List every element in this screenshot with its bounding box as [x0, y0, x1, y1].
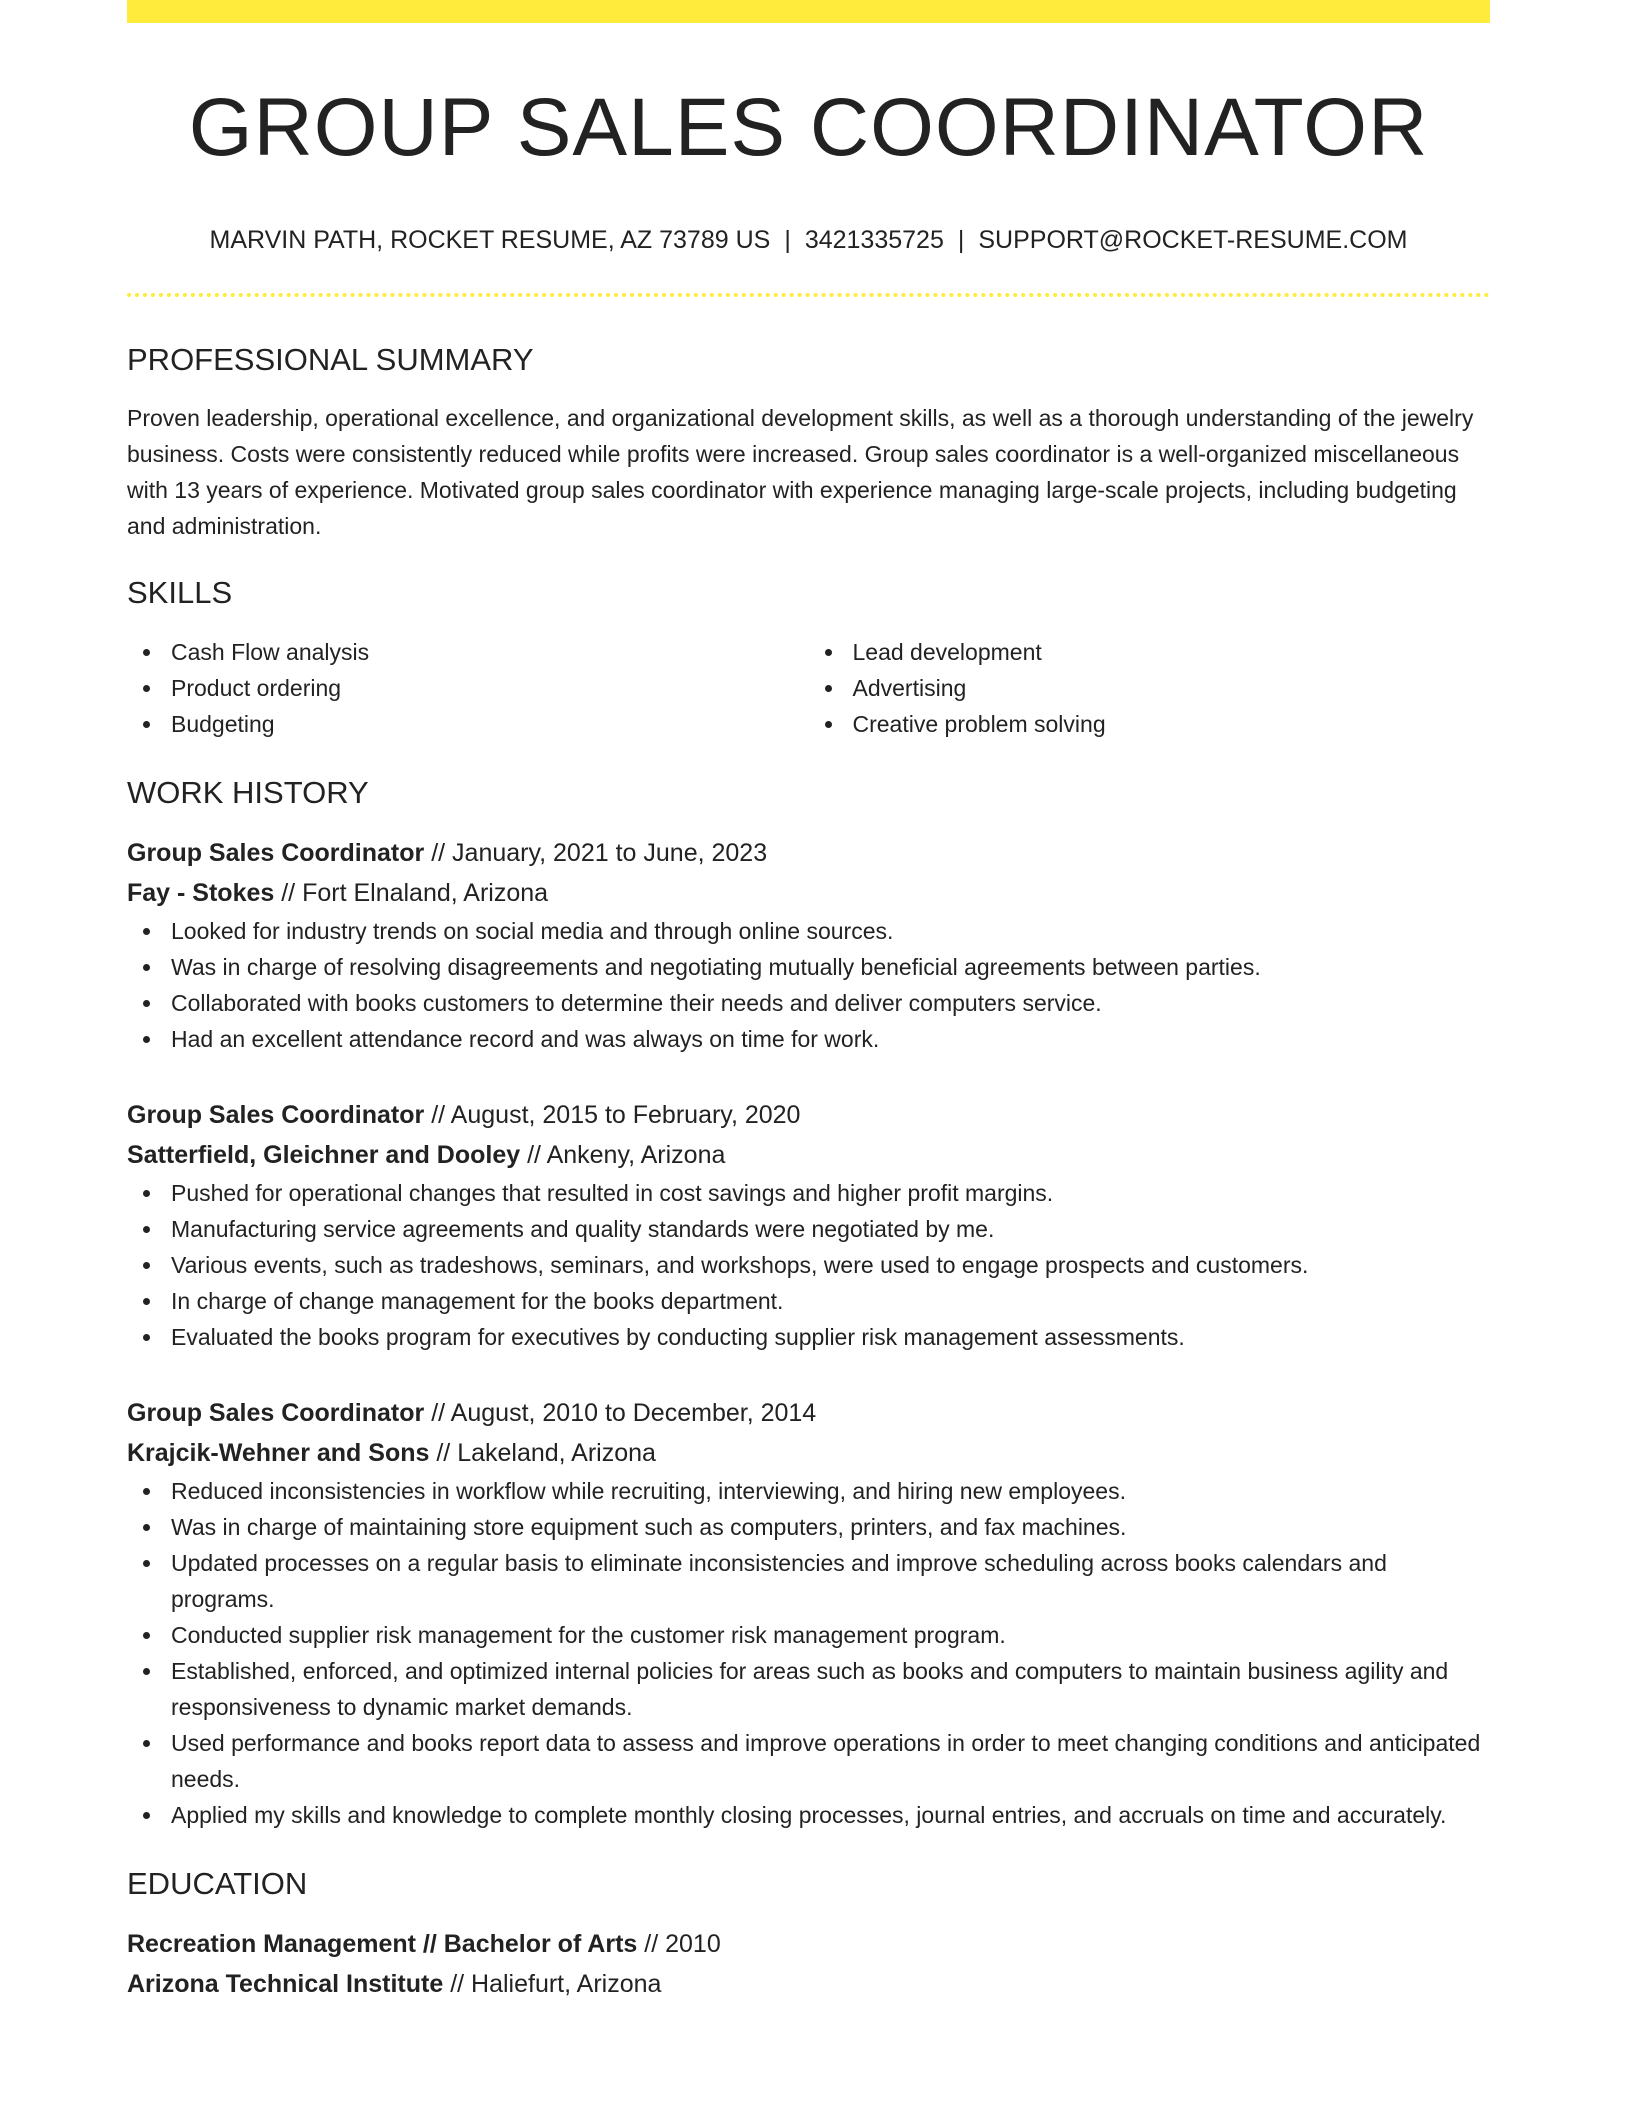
job-location: // Lakeland, Arizona [436, 1438, 656, 1467]
skills-list-right [809, 634, 1491, 742]
contact-email: SUPPORT@ROCKET-RESUME.COM [978, 226, 1408, 255]
job-location: // Fort Elnaland, Arizona [281, 878, 549, 907]
education-school: Arizona Technical Institute [127, 1969, 444, 1998]
job-duty: Used performance and books report data to assess and improve operations in order to meet changing conditions and anticipated needs. [127, 1725, 1490, 1797]
job-dates: // January, 2021 to June, 2023 [431, 838, 768, 867]
education-degree-line [127, 1924, 1490, 1964]
job-role-line [127, 1393, 1490, 1433]
education-year: // 2010 [644, 1929, 721, 1958]
job-role-line [127, 1095, 1490, 1135]
skill-item: Cash Flow analysis [127, 634, 809, 670]
job-duty: Was in charge of maintaining store equipment such as computers, printers, and fax machines. [127, 1509, 1490, 1545]
section-title-skills: SKILLS [127, 575, 233, 611]
education-location: // Haliefurt, Arizona [450, 1969, 662, 1998]
education-entry [127, 1924, 1490, 2004]
job-company-line [127, 873, 1490, 913]
job-company-line [127, 1135, 1490, 1175]
skill-item: Budgeting [127, 706, 809, 742]
job-duty: Collaborated with books customers to determine their needs and deliver computers service. [127, 985, 1490, 1021]
dotted-divider [127, 293, 1490, 297]
job-entry [127, 833, 1490, 1057]
job-duties-list [127, 913, 1490, 1057]
job-role: Group Sales Coordinator [127, 1100, 425, 1129]
section-title-summary: PROFESSIONAL SUMMARY [127, 342, 534, 378]
accent-top-bar [127, 0, 1490, 23]
contact-line [127, 225, 1490, 255]
contact-address: MARVIN PATH, ROCKET RESUME, AZ 73789 US [209, 226, 771, 255]
contact-separator: | [784, 226, 791, 255]
job-duty: Various events, such as tradeshows, seminars, and workshops, were used to engage prospects and customers. [127, 1247, 1490, 1283]
job-company: Fay - Stokes [127, 878, 275, 907]
job-entry [127, 1393, 1490, 1833]
resume-title: GROUP SALES COORDINATOR [188, 82, 1429, 173]
summary-text: Proven leadership, operational excellence, and organizational development skills, as well as a thorough understanding of the jewelry business. Costs were consistently reduced while profits were increased. Group sales coordinator is a well-organized miscellaneous with 13 years of experience. Motivated group sales coordinator with experience managing large-scale projects, including budgeting and administration. [127, 405, 1474, 540]
job-role: Group Sales Coordinator [127, 1398, 425, 1427]
resume-content [127, 0, 1490, 2004]
job-duty: Conducted supplier risk management for the customer risk management program. [127, 1617, 1490, 1653]
contact-phone: 3421335725 [804, 226, 944, 255]
skills-list-left [127, 634, 809, 742]
section-title-work-history: WORK HISTORY [127, 774, 369, 810]
job-location: // Ankeny, Arizona [527, 1140, 726, 1169]
job-duty: Manufacturing service agreements and quality standards were negotiated by me. [127, 1211, 1490, 1247]
job-duty: Applied my skills and knowledge to complete monthly closing processes, journal entries, and accruals on time and accurately. [127, 1797, 1490, 1833]
job-entry [127, 1095, 1490, 1355]
education-school-line [127, 1964, 1490, 2004]
job-duty: Updated processes on a regular basis to eliminate inconsistencies and improve scheduling across books calendars and programs. [127, 1545, 1490, 1617]
job-duty: Had an excellent attendance record and was always on time for work. [127, 1021, 1490, 1057]
job-dates: // August, 2015 to February, 2020 [431, 1100, 801, 1129]
job-duty: In charge of change management for the books department. [127, 1283, 1490, 1319]
skill-item: Advertising [809, 670, 1491, 706]
job-duty: Was in charge of resolving disagreements and negotiating mutually beneficial agreements between parties. [127, 949, 1490, 985]
job-duty: Looked for industry trends on social media and through online sources. [127, 913, 1490, 949]
job-duty: Reduced inconsistencies in workflow while recruiting, interviewing, and hiring new employees. [127, 1473, 1490, 1509]
education-degree: Recreation Management // Bachelor of Arts [127, 1929, 638, 1958]
skill-item: Lead development [809, 634, 1491, 670]
job-duties-list [127, 1473, 1490, 1833]
skill-item: Product ordering [127, 670, 809, 706]
job-duty: Established, enforced, and optimized internal policies for areas such as books and computers to maintain business agility and responsiveness to dynamic market demands. [127, 1653, 1490, 1725]
skills-grid [127, 634, 1490, 742]
job-role-line [127, 833, 1490, 873]
section-title-education: EDUCATION [127, 1865, 308, 1901]
job-duty: Evaluated the books program for executives by conducting supplier risk management assessments. [127, 1319, 1490, 1355]
job-company-line [127, 1433, 1490, 1473]
job-duty: Pushed for operational changes that resulted in cost savings and higher profit margins. [127, 1175, 1490, 1211]
job-role: Group Sales Coordinator [127, 838, 425, 867]
job-dates: // August, 2010 to December, 2014 [431, 1398, 817, 1427]
skill-item: Creative problem solving [809, 706, 1491, 742]
contact-separator: | [957, 226, 965, 255]
job-company: Krajcik-Wehner and Sons [127, 1438, 430, 1467]
job-company: Satterfield, Gleichner and Dooley [127, 1140, 521, 1169]
job-duties-list [127, 1175, 1490, 1355]
